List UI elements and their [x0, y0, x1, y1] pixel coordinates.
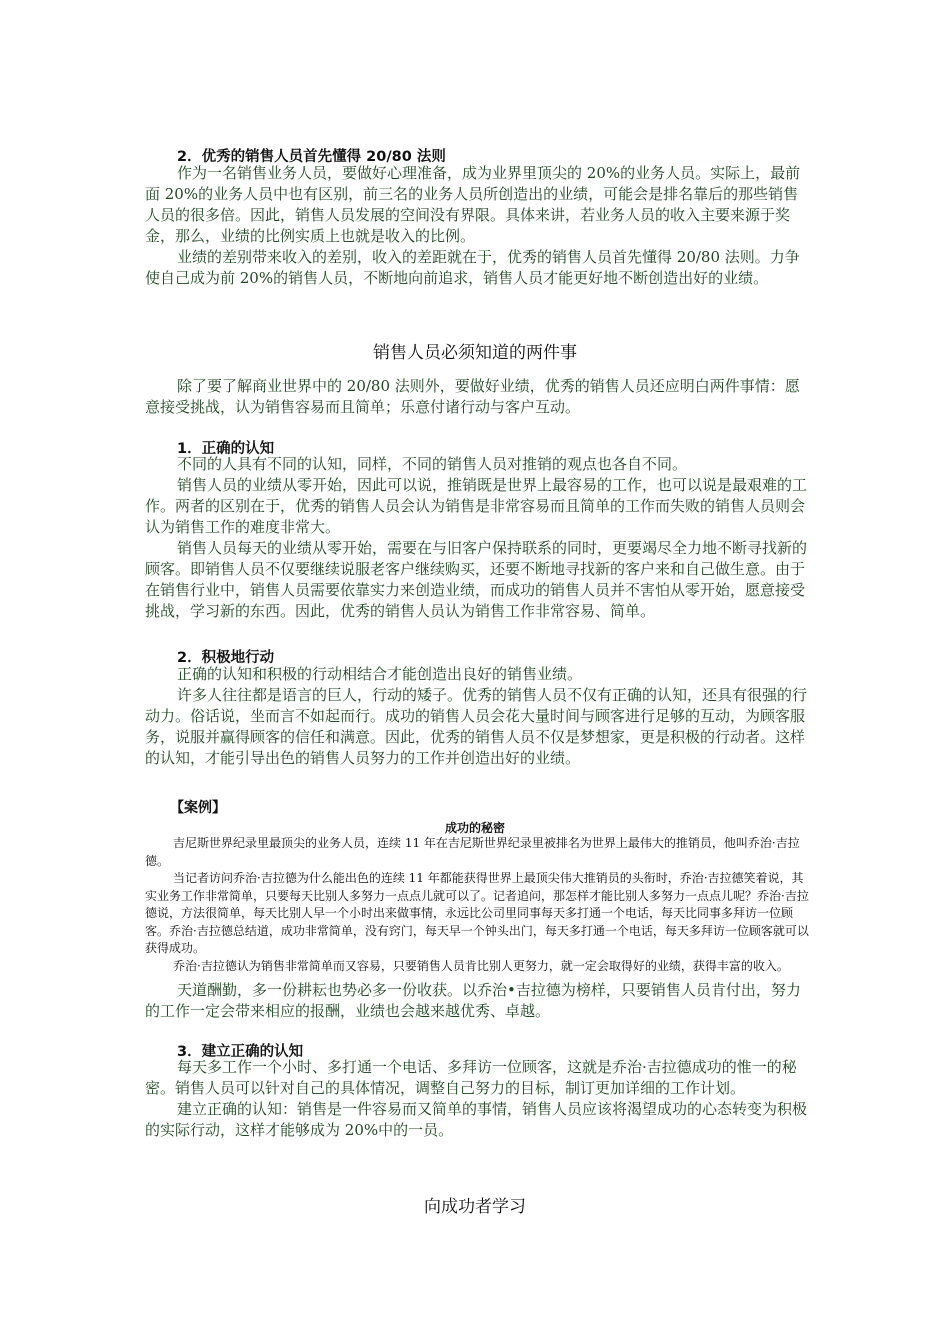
case-closing: [145, 980, 809, 1022]
case-label: 【案例】: [170, 800, 226, 816]
paragraph: 不同的人具有不同的认知，同样，不同的销售人员对推销的观点也各自不同。: [177, 455, 688, 473]
paragraph: 建立正确的认知：销售是一件容易而又简单的事情，销售人员应该将渴望成功的心态转变为积极的实际行动，这样才能够成为 20%中的一员。: [145, 1100, 808, 1139]
case-title: 成功的秘密: [444, 821, 505, 835]
case-paragraph: 乔治·吉拉德认为销售非常简单而又容易，只要销售人员肯比别人更努力，就一定会取得好的业绩，获得丰富的收入。: [173, 958, 789, 973]
heading-2080-rule: 2．优秀的销售人员首先懂得 20/80 法则: [177, 149, 446, 165]
paragraph: 许多人往往都是语言的巨人，行动的矮子。优秀的销售人员不仅有正确的认知，还具有很强的行动力。俗话说，坐而言不如起而行。成功的销售人员会花大量时间与顾客进行足够的互动，为顾客服务，说服并赢得顾客的信任和满意。因此，优秀的销售人员不仅是梦想家，更是积极的行动者。这样的认知，才能引导出色的销售人员努力的工作并创造出好的业绩。: [145, 686, 808, 767]
paragraph: 每天多工作一个小时、多打通一个电话、多拜访一位顾客，这就是乔治·吉拉德成功的惟一的秘密。销售人员可以针对自己的具体情况，调整自己努力的目标，制订更加详细的工作计划。: [145, 1058, 797, 1097]
section-two-things-intro: [145, 376, 809, 418]
heading-positive-action: 2．积极地行动: [177, 650, 275, 666]
paragraph: 销售人员每天的业绩从零开始，需要在与旧客户保持联系的同时，更要竭尽全力地不断寻找新的顾客。即销售人员不仅要继续说服老客户继续购买，还要不断地寻找新的客户来和自己做生意。由于在销售行业中，销售人员需要依靠实力来创造业绩，而成功的销售人员并不害怕从零开始，愿意接受挑战，学习新的东西。因此，优秀的销售人员认为销售工作非常容易、简单。: [145, 539, 808, 620]
section-title-two-things: 销售人员必须知道的两件事: [373, 343, 577, 363]
paragraph: 销售人员的业绩从零开始，因此可以说，推销既是世界上最容易的工作，也可以说是最艰难的工作。两者的区别在于，优秀的销售人员会认为销售是非常容易而且简单的工作而失败的销售人员则会认为销售工作的难度非常大。: [145, 476, 808, 536]
paragraph: 天道酬勤，多一份耕耘也势必多一份收获。以乔治•吉拉德为榜样，只要销售人员肯付出，努力的工作一定会带来相应的报酬，业绩也会越来越优秀、卓越。: [145, 981, 801, 1020]
section-build-cognition-body: [145, 1057, 809, 1141]
section-2080-body: [145, 163, 809, 289]
section-positive-action-body: [145, 664, 809, 769]
case-paragraph: 吉尼斯世界纪录里最顶尖的业务人员，连续 11 年在吉尼斯世界纪录里被排名为世界上最伟大的推销员，他叫乔治·吉拉德。: [145, 836, 800, 868]
paragraph: 正确的认知和积极的行动相结合才能创造出良好的销售业绩。: [177, 665, 583, 683]
heading-build-cognition: 3．建立正确的认知: [177, 1044, 304, 1060]
paragraph: 作为一名销售业务人员，要做好心理准备，成为业界里顶尖的 20%的业务人员。实际上，最前面 20%的业务人员中也有区别，前三名的业务人员所创造出的业绩，可能会是排名靠后的那些销售人员的很多倍。因此，销售人员发展的空间没有界限。具体来讲，若业务人员的收入主要来源于奖金，那么，业绩的比例实质上也就是收入的比例。: [145, 164, 801, 245]
paragraph: 业绩的差别带来收入的差别，收入的差距就在于，优秀的销售人员首先懂得 20/80 法则。力争使自己成为前 20%的销售人员，不断地向前追求，销售人员才能更好地不断创造出好的业绩。: [145, 248, 800, 287]
paragraph: 除了要了解商业世界中的 20/80 法则外，要做好业绩，优秀的销售人员还应明白两件事情：愿意接受挑战，认为销售容易而且简单；乐意付诸行动与客户互动。: [145, 377, 800, 416]
section-title-learn-from-success: 向成功者学习: [424, 1197, 526, 1217]
heading-correct-cognition: 1．正确的认知: [177, 441, 275, 457]
case-paragraph: 当记者访问乔治·吉拉德为什么能出色的连续 11 年都能获得世界上最顶尖伟大推销员的头衔时，乔治·吉拉德笑着说，其实业务工作非常简单，只要每天比别人多努力一点点儿就可以了。记者追问，那怎样才能比别人多努力一点点儿呢？乔治·吉拉德说，方法很简单，每天比别人早一个小时出来做事情，永远比公司里同事每天多打通一个电话，每天比同事多拜访一位顾客。乔治·吉拉德总结道，成功非常简单，没有窍门，每天早一个钟头出门，每天多打通一个电话，每天多拜访一位顾客就可以获得成功。: [145, 871, 809, 955]
case-body: [145, 835, 811, 975]
section-correct-cognition-body: [145, 454, 809, 622]
